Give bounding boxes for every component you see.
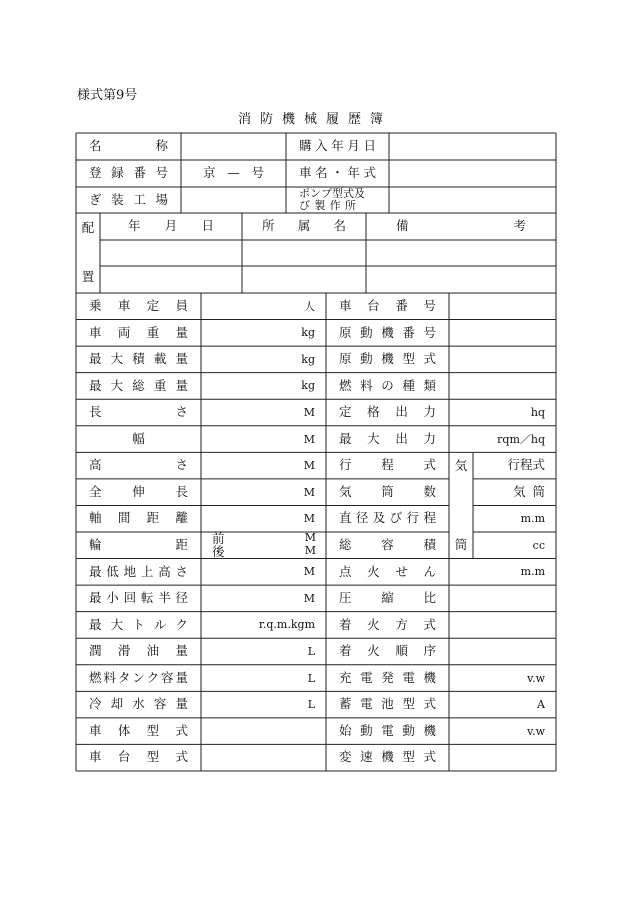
- spec-left-value-8[interactable]: M: [303, 485, 315, 499]
- spec-left-value-11[interactable]: M: [303, 565, 315, 579]
- assign-date-field-2[interactable]: [100, 266, 242, 292]
- spec-right-value-3[interactable]: [449, 346, 556, 373]
- spec-right-label-9: 直 径 及 び 行 程: [339, 510, 436, 526]
- cylinder-side-top: 気: [454, 458, 468, 474]
- assign-col-date: 年 月 日: [128, 218, 214, 234]
- purchase-date-field[interactable]: [389, 133, 556, 160]
- cylinder-side-bottom: 筒: [454, 536, 468, 552]
- cylinder-value-3[interactable]: m.m: [520, 512, 545, 526]
- assign-note-field-1[interactable]: [366, 240, 556, 266]
- spec-left-label-16: 冷 却 水 容 量: [89, 696, 188, 712]
- spec-left-label-17: 車 体 型 式: [89, 722, 188, 738]
- spec-right-label-17: 始 動 電 動 機: [339, 722, 436, 738]
- spec-left-label-8: 全 伸 長: [89, 483, 188, 499]
- spec-left-label-12: 最 小 回 転 半 径: [89, 590, 188, 606]
- spec-left-value-5[interactable]: M: [303, 405, 315, 419]
- spec-left-label-5: 長 さ: [89, 404, 188, 420]
- spec-right-label-14: 着 火 順 序: [339, 643, 436, 659]
- spec-right-label-12: 圧 縮 比: [339, 590, 436, 606]
- body-factory-label: ぎ 装 工 場: [89, 191, 168, 207]
- assign-dept-field-2[interactable]: [242, 266, 366, 292]
- spec-left-label-15: 燃 料 タ ン ク 容 量: [89, 669, 188, 685]
- spec-left-value-7[interactable]: M: [303, 459, 315, 473]
- vehicle-model-field[interactable]: [389, 160, 556, 187]
- spec-right-value-18[interactable]: [449, 744, 556, 771]
- spec-right-value-12[interactable]: [449, 585, 556, 612]
- assign-col-note: 備 考: [396, 218, 526, 234]
- spec-left-value-18[interactable]: [201, 744, 326, 771]
- spec-left-label-14: 潤 滑 油 量: [89, 643, 188, 659]
- pump-label-line1: ポンプ型式及: [299, 187, 365, 201]
- vehicle-model-label: 車 名 ・ 年 式: [299, 165, 376, 181]
- pump-type-label: [286, 187, 389, 213]
- spec-left-value-4[interactable]: kg: [301, 379, 315, 393]
- spec-right-label-3: 原 動 機 型 式: [339, 351, 436, 367]
- spec-right-value-4[interactable]: [449, 373, 556, 400]
- spec-right-label-4: 燃 料 の 種 類: [339, 377, 436, 393]
- spec-right-label-8: 気 筒 数: [339, 483, 436, 499]
- spec-left-label-4: 最 大 総 重 量: [89, 377, 188, 393]
- spec-left-value-15[interactable]: L: [307, 671, 315, 685]
- spec-right-value-13[interactable]: [449, 612, 556, 639]
- spec-left-label-13: 最 大 ト ル ク: [89, 616, 188, 632]
- spec-left-label-3: 最 大 積 載 量: [89, 351, 188, 367]
- registration-label: 登 録 番 号: [89, 165, 168, 181]
- spec-left-label-9: 軸 間 距 離: [89, 510, 188, 526]
- assign-date-field-1[interactable]: [100, 240, 242, 266]
- spec-left-value-1[interactable]: 人: [304, 299, 315, 313]
- spec-right-value-6[interactable]: rqm／hq: [497, 432, 545, 446]
- assignment-side-bottom: 置: [81, 268, 95, 284]
- spec-left-value-6[interactable]: M: [303, 432, 315, 446]
- spec-left-label-1: 乗 車 定 員: [89, 298, 188, 314]
- cylinder-value-2[interactable]: 気 筒: [513, 483, 545, 499]
- spec-right-label-10: 総 容 積: [339, 537, 436, 552]
- spec-left-label-2: 車 両 重 量: [89, 324, 188, 340]
- spec-right-value-16[interactable]: A: [537, 698, 545, 712]
- spec-left-value-14[interactable]: L: [307, 644, 315, 658]
- spec-right-value-1[interactable]: [449, 293, 556, 320]
- spec-right-label-18: 変 速 機 型 式: [339, 749, 436, 765]
- spec-right-label-6: 最 大 出 力: [339, 430, 436, 446]
- assign-note-field-2[interactable]: [366, 266, 556, 292]
- spec-left-label-11: 最 低 地 上 高 さ: [89, 563, 188, 579]
- spec-right-value-15[interactable]: v.w: [527, 671, 545, 685]
- registration-value[interactable]: 京 — 号: [203, 165, 264, 181]
- spec-right-label-16: 蓄 電 池 型 式: [339, 696, 436, 712]
- spec-left-value-3[interactable]: kg: [301, 352, 315, 366]
- spec-right-value-11[interactable]: m.m: [520, 565, 545, 579]
- spec-left-label-7: 高 さ: [89, 457, 188, 473]
- spec-right-label-15: 充 電 発 電 機: [339, 669, 436, 685]
- spec-right-value-14[interactable]: [449, 638, 556, 665]
- wheel-track-front-rear: 前 M 後 M: [212, 531, 316, 560]
- spec-left-value-13[interactable]: r.q.m.kgm: [258, 618, 315, 632]
- cylinder-value-4[interactable]: cc: [532, 538, 545, 552]
- spec-left-value-12[interactable]: M: [303, 591, 315, 605]
- assignment-side-top: 配: [81, 219, 95, 235]
- spec-right-label-13: 着 火 方 式: [339, 616, 436, 632]
- assign-col-dept: 所 属 名: [262, 218, 346, 234]
- form-number: 様式第9号: [77, 88, 138, 103]
- spec-right-label-5: 定 格 出 力: [339, 404, 436, 420]
- spec-right-value-17[interactable]: v.w: [527, 724, 545, 738]
- name-label: 名 称: [89, 138, 168, 154]
- spec-left-value-2[interactable]: kg: [301, 326, 315, 340]
- spec-left-label-6: 幅: [132, 430, 145, 446]
- spec-right-label-7: 行 程 式: [339, 457, 436, 473]
- spec-right-label-2: 原 動 機 番 号: [339, 324, 436, 340]
- pump-label-line2: び 製 作 所: [299, 199, 356, 212]
- document-title: 消防機械履歴簿: [237, 112, 392, 127]
- body-factory-field[interactable]: [181, 187, 286, 213]
- spec-right-value-5[interactable]: hq: [530, 405, 545, 419]
- purchase-date-label: 購 入 年 月 日: [299, 138, 376, 154]
- spec-right-label-1: 車 台 番 号: [339, 298, 436, 314]
- name-field[interactable]: [181, 133, 286, 160]
- spec-left-value-16[interactable]: L: [307, 698, 315, 712]
- spec-right-label-11: 点 火 せ ん: [339, 563, 436, 579]
- cylinder-value-1[interactable]: 行程式: [507, 457, 545, 473]
- spec-left-label-18: 車 台 型 式: [89, 749, 188, 765]
- spec-right-value-2[interactable]: [449, 320, 556, 347]
- assign-dept-field-1[interactable]: [242, 240, 366, 266]
- spec-left-label-10: 輪 距: [89, 537, 188, 552]
- spec-left-value-9[interactable]: M: [303, 512, 315, 526]
- spec-left-value-17[interactable]: [201, 718, 326, 745]
- pump-type-field[interactable]: [389, 187, 556, 213]
